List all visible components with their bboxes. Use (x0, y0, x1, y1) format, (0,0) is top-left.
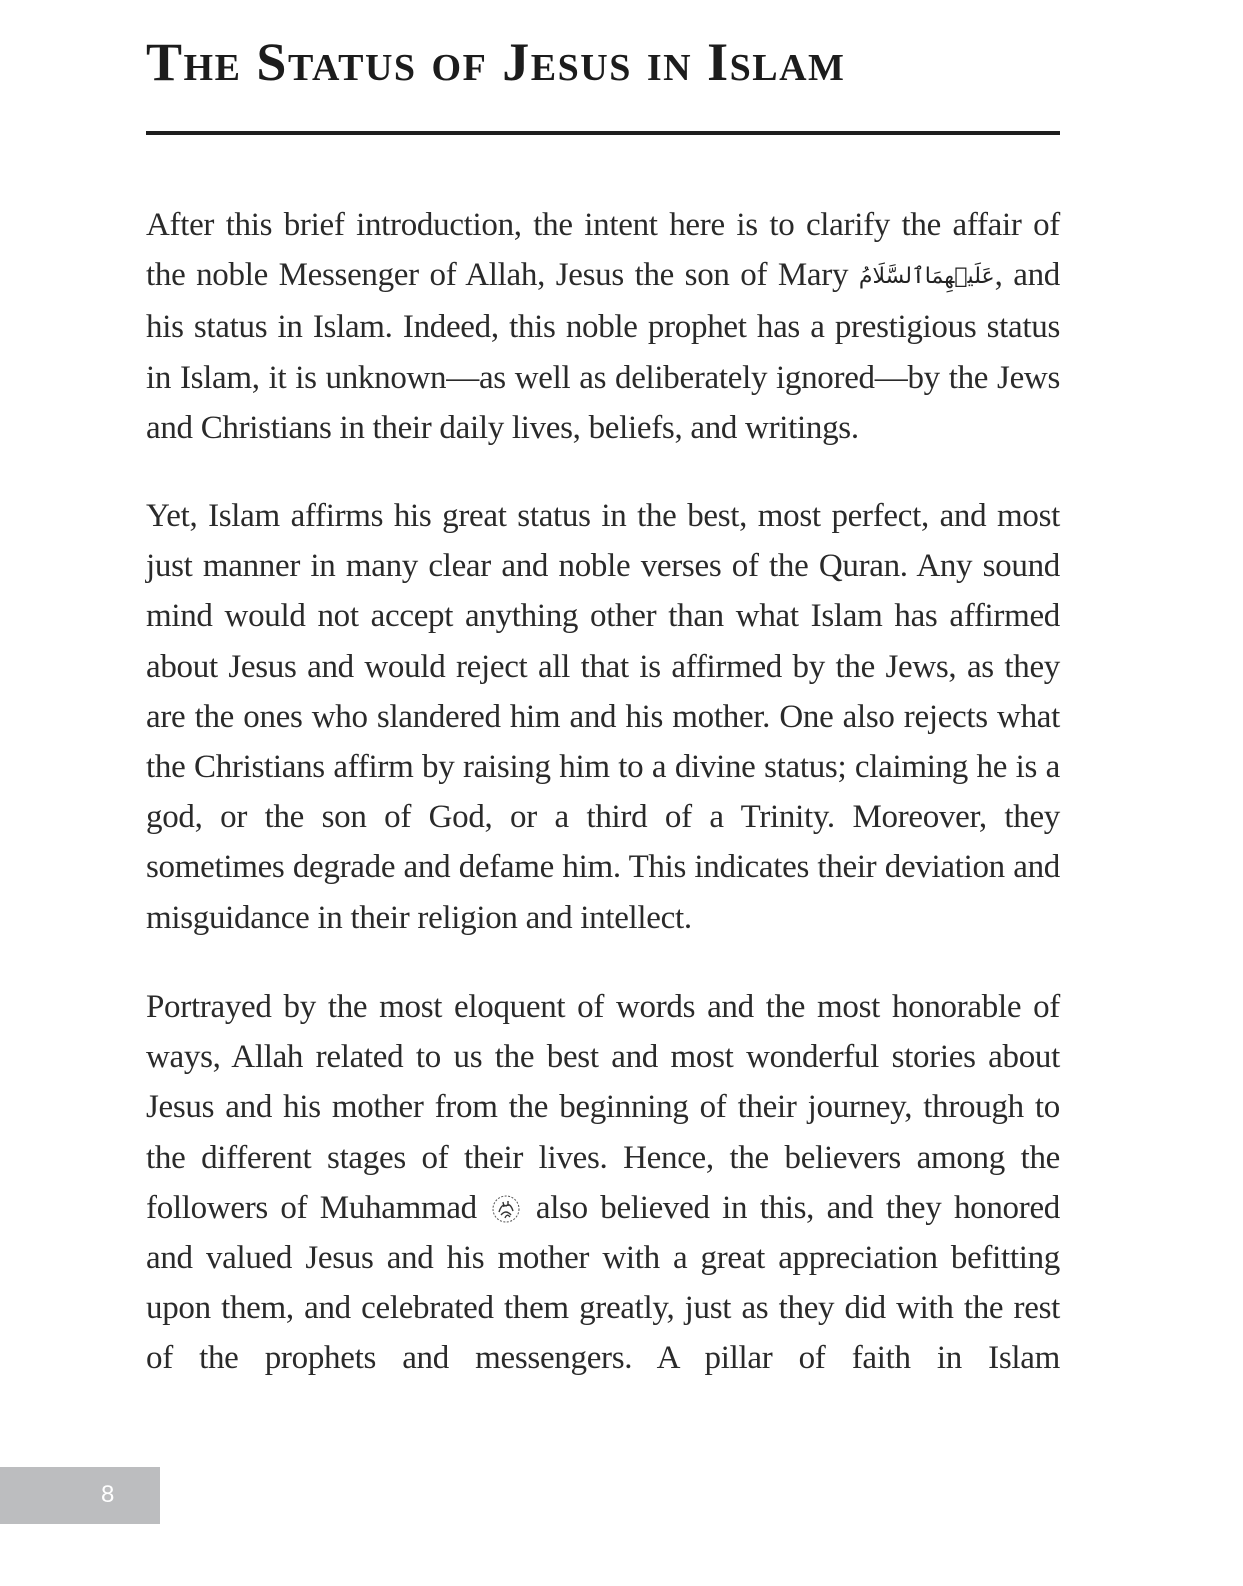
page-number-tab (0, 1467, 160, 1524)
paragraph-3 (146, 982, 1060, 1384)
page-title: The Status of Jesus in Islam (146, 32, 846, 92)
paragraph-1-text-start: After this brief introduction, the intent here is to clarify the affair of the noble Messenger of Allah, Jesus the son of Mary (146, 207, 1060, 294)
alayhima-salam-honorific: عَلَيۡهِمَاٱلسَّلَامُ (858, 264, 995, 290)
paragraph-3-text-end: also believed in this, and they honored and valued Jesus and his mother with a great appreciation befitting upon them, and celebrated them greatly, just as they did with the rest of the prophets and messengers. A pillar of faith in Islam (146, 1189, 1060, 1377)
paragraph-3-text-start: Portrayed by the most eloquent of words and the most honorable of ways, Allah related to us the best and most wonderful stories about Jesus and his mother from the beginning of their journey, through to the different stages of their lives. Hence, the believers among the followers of Muhammad (146, 989, 1060, 1226)
salallahu-alayhi-wasallam-icon (491, 1189, 521, 1219)
page-number: 8 (101, 1481, 115, 1508)
paragraph-1 (146, 200, 1060, 453)
title-divider (146, 131, 1060, 135)
paragraph-2: Yet, Islam affirms his great status in the best, most perfect, and most just manner in many clear and noble verses of the Quran. Any sound mind would not accept anything other than what Islam has affirmed about Jesus and would reject all that is affirmed by the Jews, as they are the ones who slandered him and his mother. One also rejects what the Christians affirm by raising him to a divine status; claiming he is a god, or the son of God, or a third of a Trinity. Moreover, they sometimes degrade and defame him. This indicates their deviation and misguidance in their religion and intellect. (146, 498, 1060, 936)
paragraph-1-text-end: , and his status in Islam. Indeed, this noble prophet has a prestigious status in Islam, it is unknown—as well as deliberately ignored—by the Jews and Christians in their daily lives, beliefs, and writings. (146, 257, 1060, 446)
